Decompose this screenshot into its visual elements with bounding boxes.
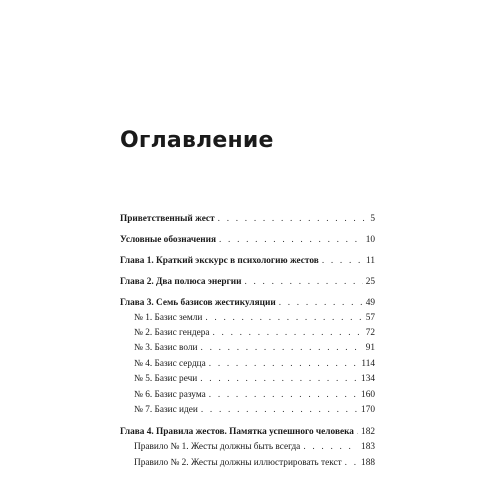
- toc-leader-dots: [244, 276, 362, 288]
- toc-entry: [134, 327, 375, 339]
- toc-entry-page-number: 49: [365, 298, 375, 308]
- toc-entry-page-number: 10: [365, 235, 375, 245]
- toc-leader-dots: [201, 342, 363, 354]
- toc-leader-dots: [303, 441, 358, 453]
- toc-entry-page-number: 57: [365, 313, 375, 323]
- toc-entry-label: № 2. Базис гендера: [134, 328, 210, 338]
- page-title: Оглавление: [120, 128, 274, 153]
- toc-entry: [120, 234, 375, 246]
- toc-entry: [134, 312, 375, 324]
- toc-leader-dots: [345, 457, 358, 469]
- toc-leader-dots: [201, 404, 358, 416]
- toc-entry-label: № 4. Базис сердца: [134, 359, 206, 369]
- toc-leader-dots: [322, 255, 363, 267]
- toc-entry-label: Приветственный жест: [120, 214, 215, 224]
- toc-entry-label: Правило № 1. Жесты должны быть всегда: [134, 442, 301, 452]
- toc-entry: [134, 389, 375, 401]
- toc-leader-dots: [357, 426, 358, 438]
- toc-entry: [134, 404, 375, 416]
- toc-leader-dots: [209, 358, 359, 370]
- toc-entry: [134, 457, 375, 469]
- toc-entry-label: Глава 3. Семь базисов жестикуляции: [120, 298, 276, 308]
- toc-entry-label: № 5. Базис речи: [134, 374, 198, 384]
- toc-entry-label: Глава 4. Правила жестов. Памятка успешного человека: [120, 427, 354, 437]
- toc-entry-page-number: 188: [361, 458, 375, 468]
- toc-entry: [120, 276, 375, 288]
- toc-leader-dots: [200, 373, 358, 385]
- toc-entry: [134, 441, 375, 453]
- toc-entry: [120, 426, 375, 438]
- toc-entry-page-number: 91: [365, 343, 375, 353]
- toc-leader-dots: [218, 213, 368, 225]
- toc-entry-label: № 7. Базис идеи: [134, 405, 198, 415]
- toc-entry-label: Условные обозначения: [120, 235, 216, 245]
- toc-leader-dots: [212, 327, 362, 339]
- toc-entry-page-number: 183: [361, 442, 375, 452]
- toc-entry: [134, 373, 375, 385]
- toc-entry: [120, 213, 375, 225]
- toc-entry-page-number: 182: [361, 427, 375, 437]
- toc-entry-label: Глава 2. Два полюса энергии: [120, 277, 242, 287]
- toc-leader-dots: [205, 312, 362, 324]
- toc-entry-page-number: 25: [365, 277, 375, 287]
- toc-entry: [120, 297, 375, 309]
- toc-entry-label: № 1. Базис земли: [134, 313, 203, 323]
- toc-entry-page-number: 160: [361, 390, 375, 400]
- toc-entry-label: № 6. Базис разума: [134, 390, 206, 400]
- toc-leader-dots: [209, 389, 358, 401]
- toc-entry-page-number: 5: [370, 214, 375, 224]
- toc-entry: [134, 358, 375, 370]
- toc-entry-page-number: 11: [366, 256, 375, 266]
- toc-entry-label: Правило № 2. Жесты должны иллюстрировать текст: [134, 458, 342, 468]
- toc-entry-page-number: 114: [361, 359, 375, 369]
- toc-entry-label: Глава 1. Краткий экскурс в психологию жестов: [120, 256, 319, 266]
- toc-leader-dots: [219, 234, 363, 246]
- toc-entry-page-number: 72: [365, 328, 375, 338]
- toc-entry: [134, 342, 375, 354]
- toc-entry-page-number: 134: [361, 374, 375, 384]
- toc-entry-page-number: 170: [361, 405, 375, 415]
- toc-leader-dots: [279, 297, 363, 309]
- toc-entry-label: № 3. Базис воли: [134, 343, 198, 353]
- toc-entry: [120, 255, 375, 267]
